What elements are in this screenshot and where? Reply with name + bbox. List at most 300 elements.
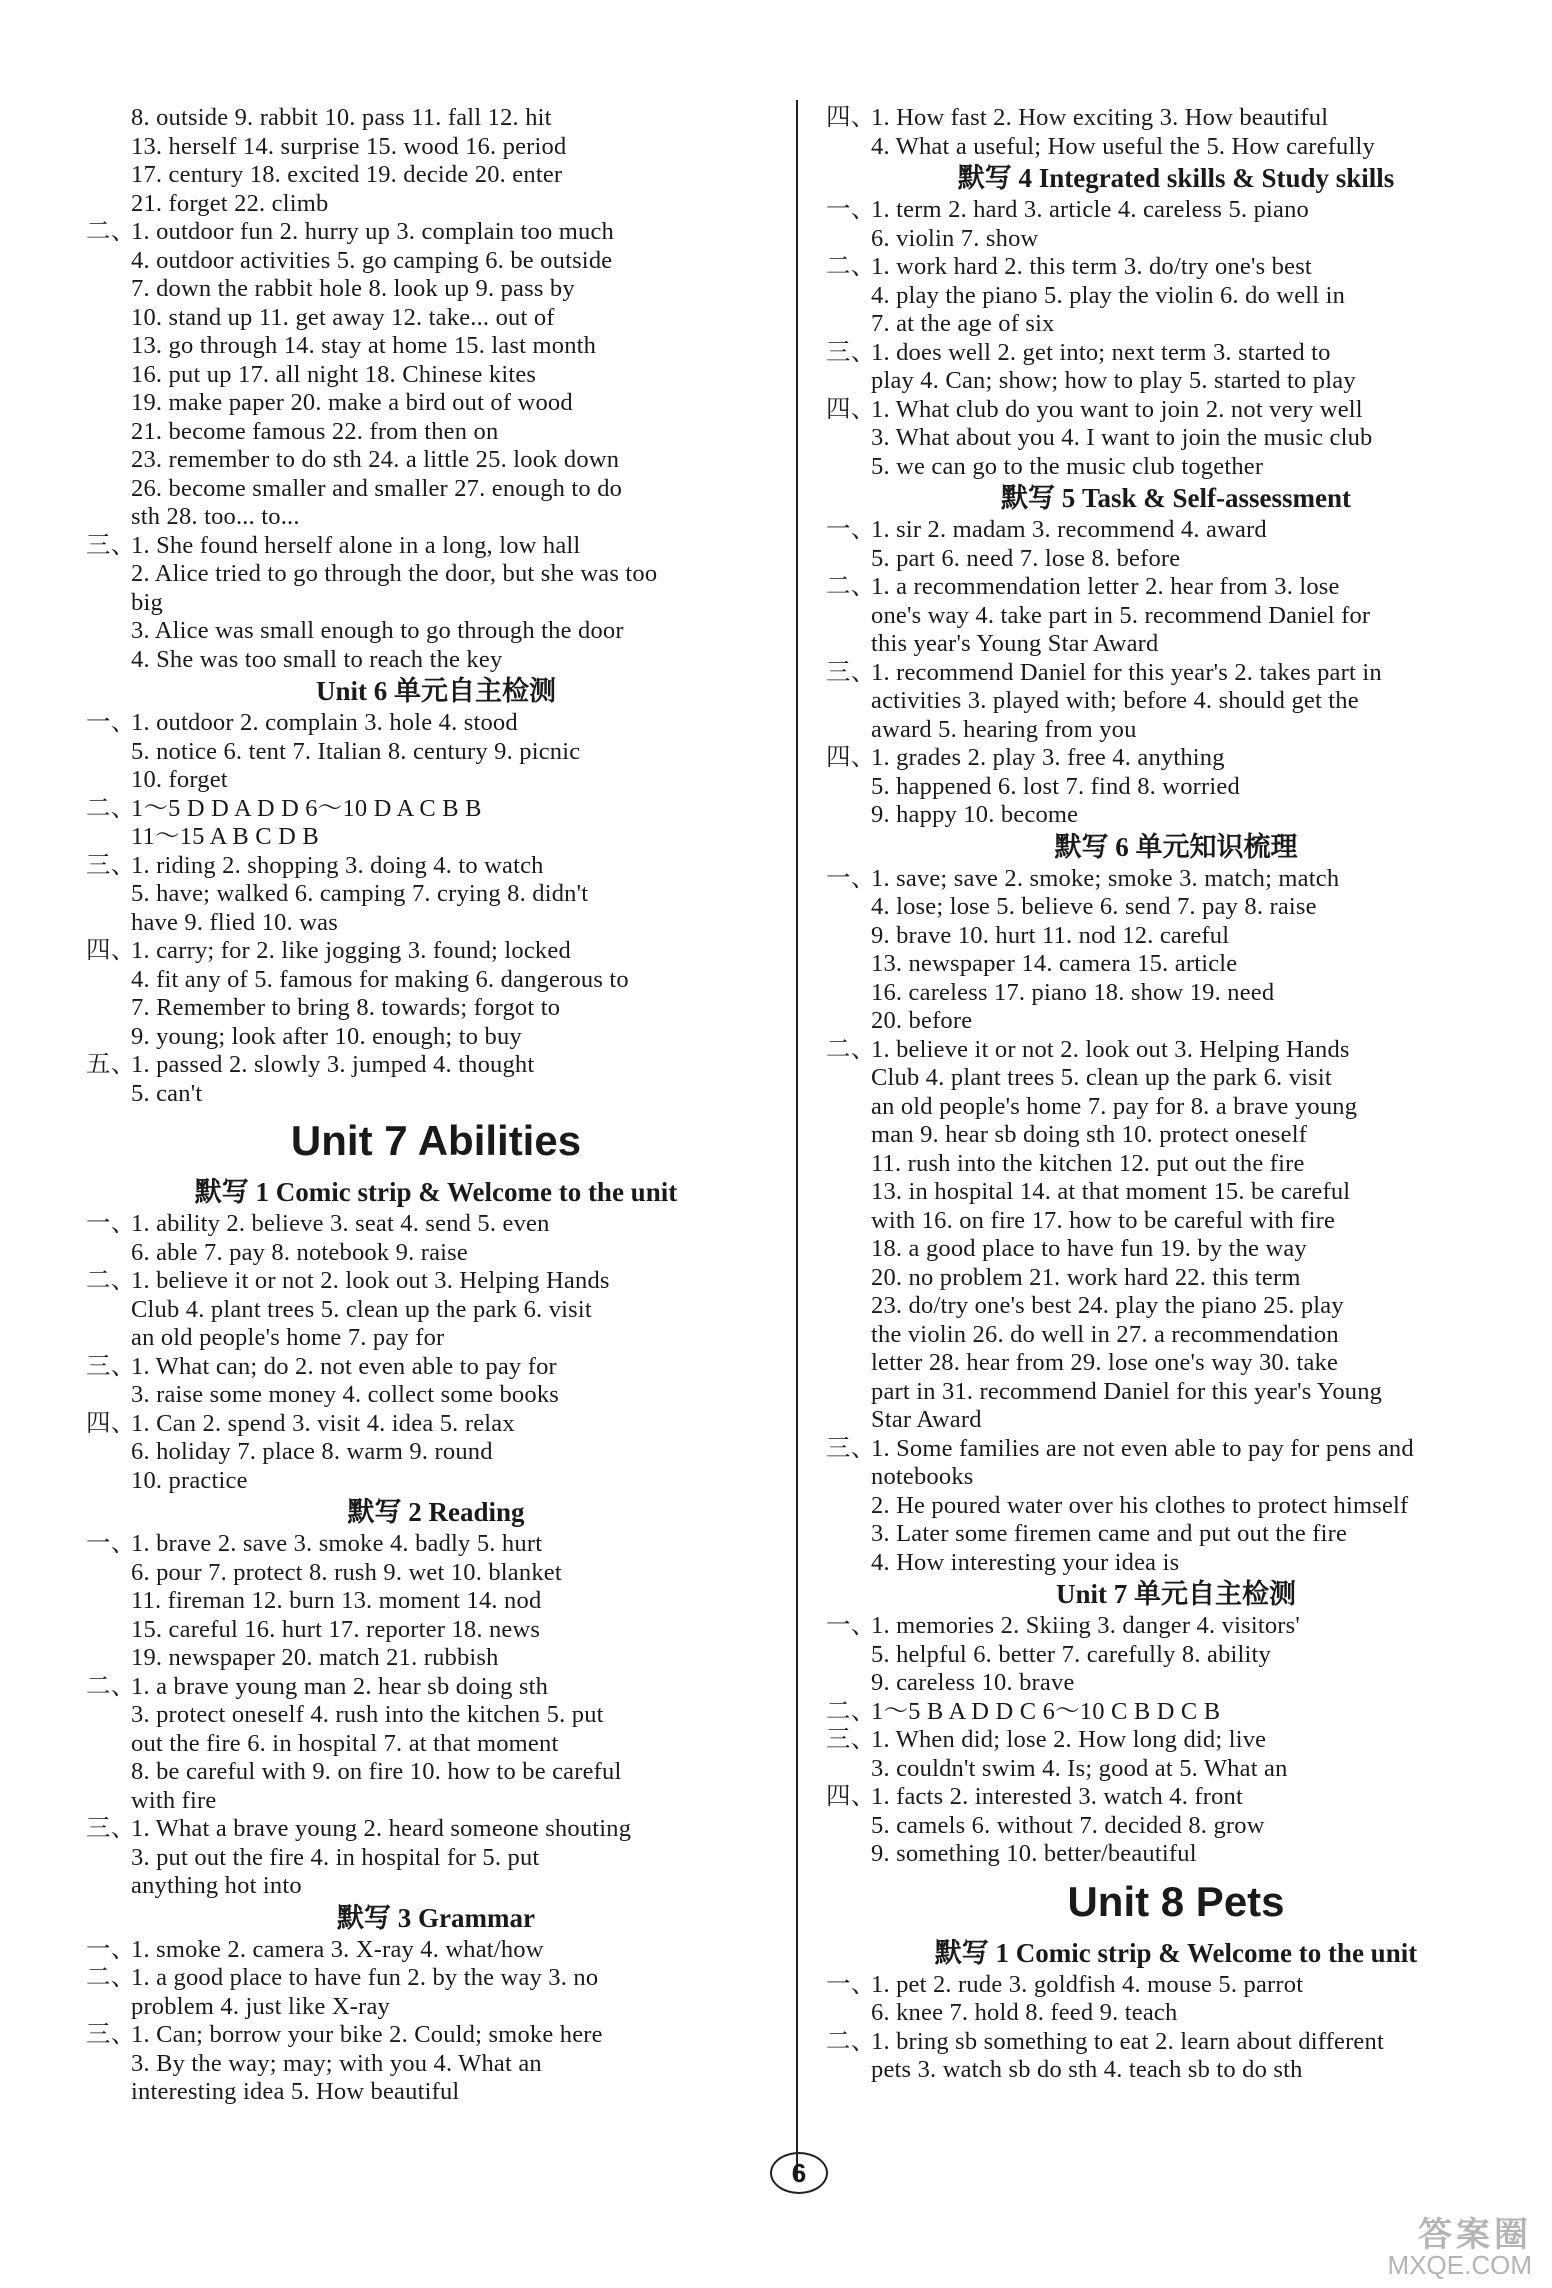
answer-line: [86, 1701, 786, 1730]
answer-line: [826, 1612, 1526, 1641]
section-marker: 二、: [826, 1035, 876, 1063]
answer-line: [86, 1673, 786, 1702]
answer-line: [826, 1783, 1526, 1812]
answer-line: [826, 1178, 1526, 1207]
answer-text: 1. Can 2. spend 3. visit 4. idea 5. relax: [131, 1409, 515, 1437]
section-marker: 二、: [826, 573, 876, 600]
section-marker: 三、: [86, 1815, 136, 1842]
right-column: [826, 104, 1526, 2085]
answer-text: 10. stand up 11. get away 12. take... out of: [131, 303, 555, 331]
answer-line: [826, 1378, 1526, 1407]
answer-line: [86, 503, 786, 532]
unit-title: Unit 8 Pets: [1067, 1877, 1285, 1925]
answer-text: 15. careful 16. hurt 17. reporter 18. news: [131, 1615, 541, 1643]
answer-text: 1. a good place to have fun 2. by the way 3. no: [131, 1964, 599, 1991]
answer-line: [86, 795, 786, 824]
answer-text: notebooks: [871, 1463, 974, 1490]
answer-line: [826, 1064, 1526, 1093]
answer-text: Club 4. plant trees 5. clean up the park 6. visit: [131, 1295, 592, 1323]
section-marker: 一、: [86, 1530, 136, 1557]
answer-line: [826, 104, 1526, 133]
answer-text: 1. Can; borrow your bike 2. Could; smoke here: [131, 2021, 603, 2048]
answer-line: [826, 282, 1526, 311]
answer-line: [86, 560, 786, 589]
answer-line: [826, 1840, 1526, 1869]
answer-text: 4. She was too small to reach the key: [131, 645, 503, 673]
answer-line: [826, 1971, 1526, 2000]
answer-line: [86, 218, 786, 247]
section-heading: Unit 6 单元自主检测: [315, 676, 556, 706]
answer-line: [826, 1292, 1526, 1321]
answer-line: [86, 161, 786, 190]
answer-line: [826, 979, 1526, 1008]
answer-line: [86, 2021, 786, 2050]
answer-text: 6. violin 7. show: [871, 224, 1039, 252]
answer-line: [86, 1644, 786, 1673]
section-heading: 默写 5 Task & Self-assessment: [1000, 483, 1352, 513]
answer-text: 5. camels 6. without 7. decided 8. grow: [871, 1811, 1265, 1839]
answer-text: 16. put up 17. all night 18. Chinese kites: [131, 360, 537, 388]
answer-line: [826, 133, 1526, 162]
section-marker: 三、: [86, 2021, 136, 2048]
answer-line: [86, 1730, 786, 1759]
answer-text: 9. happy 10. become: [871, 801, 1079, 828]
answer-line: [826, 339, 1526, 368]
answer-line: [826, 367, 1526, 396]
answer-line: [826, 1435, 1526, 1464]
answer-text: 4. outdoor activities 5. go camping 6. be outside: [131, 246, 613, 274]
answer-text: 7. down the rabbit hole 8. look up 9. pass by: [131, 275, 575, 302]
answer-line: [826, 310, 1526, 339]
answer-line: [86, 937, 786, 966]
answer-line: [86, 1239, 786, 1268]
answer-line: [86, 966, 786, 995]
answer-line: [86, 766, 786, 795]
answer-line: [826, 1321, 1526, 1350]
answer-line: [86, 361, 786, 390]
answer-text: 1. brave 2. save 3. smoke 4. badly 5. hurt: [131, 1530, 543, 1557]
section-marker: 三、: [826, 338, 876, 366]
answer-line: [86, 304, 786, 333]
answer-line: [826, 1463, 1526, 1492]
answer-line: [86, 880, 786, 909]
answer-line: [826, 922, 1526, 951]
left-column: [86, 104, 786, 2107]
section-marker: 二、: [86, 1267, 136, 1294]
answer-line: [826, 2056, 1526, 2085]
answer-line: [86, 1587, 786, 1616]
answer-text: man 9. hear sb doing sth 10. protect oneself: [871, 1121, 1308, 1148]
section-marker: 一、: [826, 196, 876, 223]
answer-text: 8. be careful with 9. on fire 10. how to be careful: [131, 1758, 622, 1785]
answer-line: [826, 1520, 1526, 1549]
section-marker: 二、: [826, 253, 876, 280]
answer-text: 7. at the age of six: [871, 310, 1055, 337]
watermark-url: MXQE.COM: [1387, 2250, 1532, 2280]
answer-text: 1. grades 2. play 3. free 4. anything: [871, 744, 1225, 771]
answer-line: [86, 332, 786, 361]
answer-text: 4. lose; lose 5. believe 6. send 7. pay 8. raise: [871, 893, 1317, 920]
answer-text: 1. riding 2. shopping 3. doing 4. to watch: [131, 851, 544, 879]
answer-text: 11. rush into the kitchen 12. put out the fire: [871, 1149, 1305, 1177]
section-heading: 默写 4 Integrated skills & Study skills: [957, 163, 1395, 193]
answer-text: letter 28. hear from 29. lose one's way 30. take: [871, 1349, 1339, 1376]
answer-text: 1. a brave young man 2. hear sb doing sth: [131, 1672, 549, 1700]
answer-line: [86, 275, 786, 304]
answer-line: [86, 2050, 786, 2079]
answer-text: 3. What about you 4. I want to join the music club: [871, 424, 1373, 451]
answer-line: [86, 1381, 786, 1410]
answer-line: [826, 1726, 1526, 1755]
answer-line: [826, 573, 1526, 602]
section-marker: 一、: [826, 1970, 876, 1998]
answer-line: [86, 909, 786, 938]
section-marker: 二、: [826, 1697, 876, 1725]
answer-line: [826, 893, 1526, 922]
answer-line: [826, 1036, 1526, 1065]
answer-line: [86, 709, 786, 738]
answer-text: 5. helpful 6. better 7. carefully 8. ability: [871, 1640, 1271, 1668]
answer-line: [86, 2078, 786, 2107]
section-heading: 默写 3 Grammar: [337, 1902, 535, 1933]
answer-line: [826, 225, 1526, 254]
answer-line: [826, 1264, 1526, 1293]
answer-text: 1. How fast 2. How exciting 3. How beautiful: [871, 104, 1329, 131]
answer-text: 7. Remember to bring 8. towards; forgot to: [131, 994, 561, 1021]
answer-text: 13. in hospital 14. at that moment 15. be careful: [871, 1178, 1351, 1205]
answer-text: 9. something 10. better/beautiful: [871, 1840, 1197, 1867]
answer-text: 1. outdoor 2. complain 3. hole 4. stood: [131, 709, 518, 736]
answer-text: 13. newspaper 14. camera 15. article: [871, 950, 1238, 977]
answer-line: [826, 1549, 1526, 1578]
answer-text: 10. practice: [131, 1466, 248, 1494]
answer-line: [826, 545, 1526, 574]
answer-text: 1. does well 2. get into; next term 3. started to: [871, 338, 1331, 366]
answer-line: [86, 389, 786, 418]
watermark-logo: 答案圈: [1418, 2216, 1532, 2254]
answer-line: [826, 1812, 1526, 1841]
answer-text: 1. Some families are not even able to pay for pens and: [871, 1434, 1414, 1462]
answer-text: problem 4. just like X-ray: [131, 1992, 390, 2020]
answer-text: with 16. on fire 17. how to be careful with fire: [871, 1206, 1336, 1234]
answer-line: [86, 738, 786, 767]
answer-line: [826, 1007, 1526, 1036]
answer-line: [86, 1530, 786, 1559]
answer-text: 1. What can; do 2. not even able to pay for: [131, 1352, 557, 1380]
answer-text: 11. fireman 12. burn 13. moment 14. nod: [131, 1587, 542, 1614]
answer-text: 4. play the piano 5. play the violin 6. do well in: [871, 281, 1346, 309]
answer-line: [86, 247, 786, 276]
answer-line: [86, 617, 786, 646]
answer-line: [826, 1093, 1526, 1122]
answer-line: [86, 1353, 786, 1382]
answer-line: [86, 1296, 786, 1325]
answer-text: 3. Later some firemen came and put out the fire: [871, 1520, 1348, 1547]
answer-line: [86, 823, 786, 852]
answer-text: 5. notice 6. tent 7. Italian 8. century 9. picnic: [131, 737, 581, 765]
section-marker: 一、: [86, 709, 136, 736]
answer-line: [86, 994, 786, 1023]
answer-text: 1. pet 2. rude 3. goldfish 4. mouse 5. parrot: [871, 1970, 1304, 1998]
answer-text: 21. become famous 22. from then on: [131, 417, 499, 445]
answer-line: [86, 1936, 786, 1965]
answer-text: 1. memories 2. Skiing 3. danger 4. visitors': [871, 1612, 1300, 1639]
section-marker: 二、: [86, 794, 136, 822]
section-marker: 一、: [826, 864, 876, 892]
answer-line: [826, 1755, 1526, 1784]
answer-text: 1. recommend Daniel for this year's 2. takes part in: [871, 658, 1382, 686]
answer-text: 8. outside 9. rabbit 10. pass 11. fall 12. hit: [131, 104, 552, 131]
answer-line: [86, 1964, 786, 1993]
answer-text: Club 4. plant trees 5. clean up the park 6. visit: [871, 1064, 1332, 1091]
answer-text: 1. What club do you want to join 2. not very well: [871, 395, 1363, 423]
answer-line: [86, 1844, 786, 1873]
answer-line: [86, 133, 786, 162]
answer-text: 1. work hard 2. this term 3. do/try one's best: [871, 253, 1312, 280]
answer-line: [826, 744, 1526, 773]
section-marker: 二、: [86, 218, 136, 245]
answer-text: 1. term 2. hard 3. article 4. careless 5. piano: [871, 196, 1309, 223]
watermark: [1387, 2216, 1532, 2280]
answer-line: [826, 687, 1526, 716]
answer-text: 5. can't: [131, 1079, 203, 1107]
section-heading: Unit 7 单元自主检测: [1055, 1579, 1296, 1609]
answer-line: [86, 475, 786, 504]
answer-text: 4. fit any of 5. famous for making 6. dangerous to: [131, 965, 629, 993]
answer-line: [86, 104, 786, 133]
answer-line: [86, 1467, 786, 1496]
answer-line: [826, 1235, 1526, 1264]
answer-text: 1. believe it or not 2. look out 3. Helping Hands: [871, 1035, 1350, 1063]
answer-text: interesting idea 5. How beautiful: [131, 2078, 460, 2105]
answer-text: 1. smoke 2. camera 3. X-ray 4. what/how: [131, 1935, 544, 1963]
answer-text: 1. a recommendation letter 2. hear from 3. lose: [871, 573, 1340, 600]
answer-text: 1. carry; for 2. like jogging 3. found; locked: [131, 937, 571, 964]
answer-text: 20. before: [871, 1007, 973, 1034]
answer-line: [86, 1410, 786, 1439]
answer-line: [86, 1051, 786, 1080]
answer-line: [826, 1999, 1526, 2028]
section-marker: 三、: [826, 658, 876, 686]
answer-text: 1. outdoor fun 2. hurry up 3. complain too much: [131, 218, 614, 245]
answer-line: [86, 1438, 786, 1467]
section-marker: 一、: [826, 516, 876, 543]
answer-text: 3. protect oneself 4. rush into the kitchen 5. put: [131, 1701, 604, 1728]
answer-text: 9. brave 10. hurt 11. nod 12. careful: [871, 921, 1230, 949]
section-heading: 默写 2 Reading: [347, 1497, 525, 1527]
answer-text: 23. do/try one's best 24. play the piano 25. play: [871, 1292, 1344, 1319]
answer-line: [86, 1787, 786, 1816]
answer-text: 18. a good place to have fun 19. by the way: [871, 1235, 1307, 1262]
section-marker: 三、: [826, 1434, 876, 1462]
answer-line: [86, 1080, 786, 1109]
answer-line: [826, 773, 1526, 802]
answer-text: 9. careless 10. brave: [871, 1669, 1075, 1696]
answer-line: [826, 253, 1526, 282]
answer-text: 1. ability 2. believe 3. seat 4. send 5. even: [131, 1210, 550, 1237]
answer-text: 17. century 18. excited 19. decide 20. enter: [131, 161, 563, 188]
answer-line: [826, 1698, 1526, 1727]
section-marker: 二、: [826, 2027, 876, 2055]
section-marker: 四、: [826, 104, 876, 131]
answer-text: 13. go through 14. stay at home 15. last month: [131, 332, 597, 359]
answer-text: 2. He poured water over his clothes to protect himself: [871, 1491, 1409, 1519]
answer-line: [86, 532, 786, 561]
answer-text: 5. part 6. need 7. lose 8. before: [871, 544, 1181, 572]
answer-line: [86, 1324, 786, 1353]
unit-title: Unit 7 Abilities: [290, 1117, 582, 1164]
answer-text: 19. newspaper 20. match 21. rubbish: [131, 1644, 499, 1671]
answer-line: [826, 865, 1526, 894]
section-marker: 四、: [826, 744, 876, 771]
answer-text: 5. we can go to the music club together: [871, 452, 1264, 480]
answer-text: part in 31. recommend Daniel for this year's Young: [871, 1377, 1383, 1405]
answer-text: 21. forget 22. climb: [131, 189, 329, 217]
section-heading: 默写 1 Comic strip & Welcome to the unit: [934, 1937, 1418, 1968]
answer-text: play 4. Can; show; how to play 5. started to play: [871, 367, 1356, 394]
answer-line: [826, 950, 1526, 979]
section-marker: 四、: [86, 1409, 136, 1437]
answer-text: 11～15 A B C D B: [131, 823, 319, 850]
section-marker: 四、: [826, 395, 876, 423]
answer-text: 1. facts 2. interested 3. watch 4. front: [871, 1783, 1243, 1810]
answer-text: 16. careless 17. piano 18. show 19. need: [871, 978, 1275, 1006]
answer-text: 1. believe it or not 2. look out 3. Helping Hands: [131, 1267, 610, 1294]
answer-text: anything hot into: [131, 1872, 302, 1899]
answer-line: [826, 1349, 1526, 1378]
page-number: 6: [770, 2152, 828, 2194]
section-marker: 二、: [86, 1672, 136, 1700]
answer-text: 4. What a useful; How useful the 5. How carefully: [871, 132, 1375, 160]
answer-line: [826, 516, 1526, 545]
answer-text: 1. save; save 2. smoke; smoke 3. match; match: [871, 864, 1340, 892]
answer-line: [826, 396, 1526, 425]
section-marker: 一、: [826, 1612, 876, 1639]
answer-line: [86, 1023, 786, 1052]
answer-text: 6. holiday 7. place 8. warm 9. round: [131, 1438, 493, 1465]
answer-line: [826, 196, 1526, 225]
section-heading: 默写 6 单元知识梳理: [1054, 831, 1298, 862]
answer-line: [86, 1559, 786, 1588]
section-marker: 三、: [826, 1726, 876, 1753]
answer-text: have 9. flied 10. was: [131, 908, 338, 936]
answer-text: Star Award: [871, 1406, 982, 1433]
answer-text: this year's Young Star Award: [871, 630, 1159, 657]
answer-text: sth 28. too... to...: [131, 503, 300, 530]
answer-text: 1～5 D D A D D 6～10 D A C B B: [131, 794, 482, 822]
answer-text: 1. bring sb something to eat 2. learn about different: [871, 2027, 1384, 2055]
answer-line: [826, 424, 1526, 453]
answer-line: [86, 1872, 786, 1901]
answer-line: [826, 1641, 1526, 1670]
answer-text: an old people's home 7. pay for 8. a brave young: [871, 1092, 1358, 1120]
answer-text: 5. happened 6. lost 7. find 8. worried: [871, 772, 1240, 800]
answer-line: [86, 1267, 786, 1296]
answer-text: 2. Alice tried to go through the door, but she was too: [131, 560, 658, 587]
answer-line: [826, 602, 1526, 631]
answer-line: [826, 1406, 1526, 1435]
answer-text: 1～5 B A D D C 6～10 C B D C B: [871, 1697, 1221, 1725]
answer-line: [826, 1150, 1526, 1179]
section-marker: 三、: [86, 851, 136, 879]
answer-text: 13. herself 14. surprise 15. wood 16. period: [131, 132, 567, 160]
answer-text: 19. make paper 20. make a bird out of wood: [131, 389, 573, 416]
answer-text: 1. passed 2. slowly 3. jumped 4. thought: [131, 1051, 535, 1078]
section-marker: 一、: [86, 1210, 136, 1237]
answer-text: 3. By the way; may; with you 4. What an: [131, 2049, 542, 2077]
answer-line: [826, 2028, 1526, 2057]
answer-text: an old people's home 7. pay for: [131, 1324, 445, 1351]
answer-text: activities 3. played with; before 4. should get the: [871, 687, 1359, 714]
section-marker: 五、: [86, 1051, 136, 1078]
answer-text: 1. She found herself alone in a long, low hall: [131, 531, 581, 559]
answer-text: 1. When did; lose 2. How long did; live: [871, 1726, 1267, 1753]
answer-line: [826, 1121, 1526, 1150]
section-marker: 四、: [86, 937, 136, 964]
section-marker: 三、: [86, 531, 136, 559]
answer-line: [826, 1669, 1526, 1698]
answer-line: [86, 446, 786, 475]
answer-text: 10. forget: [131, 766, 228, 793]
answer-text: 6. able 7. pay 8. notebook 9. raise: [131, 1238, 468, 1266]
answer-text: 3. Alice was small enough to go through the door: [131, 617, 624, 644]
answer-text: 1. What a brave young 2. heard someone shouting: [131, 1815, 632, 1842]
section-heading: 默写 1 Comic strip & Welcome to the unit: [194, 1177, 678, 1207]
answer-line: [826, 453, 1526, 482]
answer-line: [826, 1207, 1526, 1236]
answer-line: [826, 630, 1526, 659]
answer-text: 6. pour 7. protect 8. rush 9. wet 10. blanket: [131, 1558, 562, 1586]
answer-line: [86, 1993, 786, 2022]
answer-text: one's way 4. take part in 5. recommend Daniel for: [871, 601, 1371, 629]
section-marker: 一、: [86, 1935, 136, 1963]
answer-line: [86, 1210, 786, 1239]
section-marker: 二、: [86, 1964, 136, 1991]
answer-text: 4. How interesting your idea is: [871, 1548, 1180, 1576]
answer-line: [826, 716, 1526, 745]
answer-line: [86, 852, 786, 881]
answer-line: [86, 646, 786, 675]
answer-text: 6. knee 7. hold 8. feed 9. teach: [871, 1999, 1178, 2026]
answer-line: [86, 1616, 786, 1645]
answer-text: big: [131, 588, 163, 616]
answer-text: 3. raise some money 4. collect some books: [131, 1381, 560, 1408]
answer-line: [86, 1815, 786, 1844]
answer-text: 1. sir 2. madam 3. recommend 4. award: [871, 516, 1267, 543]
column-divider: [796, 100, 798, 2180]
answer-text: 3. couldn't swim 4. Is; good at 5. What an: [871, 1754, 1288, 1782]
section-marker: 三、: [86, 1352, 136, 1380]
answer-line: [86, 418, 786, 447]
answer-line: [86, 589, 786, 618]
answer-text: 9. young; look after 10. enough; to buy: [131, 1022, 522, 1050]
answer-text: 23. remember to do sth 24. a little 25. look down: [131, 446, 620, 473]
answer-text: 20. no problem 21. work hard 22. this term: [871, 1263, 1301, 1291]
answer-line: [826, 1492, 1526, 1521]
answer-text: pets 3. watch sb do sth 4. teach sb to do sth: [871, 2056, 1303, 2083]
answer-line: [826, 801, 1526, 830]
answer-text: award 5. hearing from you: [871, 715, 1137, 743]
answer-text: 5. have; walked 6. camping 7. crying 8. didn't: [131, 880, 589, 907]
answer-line: [86, 1758, 786, 1787]
answer-text: with fire: [131, 1786, 217, 1814]
answer-text: 3. put out the fire 4. in hospital for 5. put: [131, 1843, 540, 1871]
answer-line: [826, 659, 1526, 688]
answer-line: [86, 190, 786, 219]
answer-text: 26. become smaller and smaller 27. enough to do: [131, 474, 623, 502]
section-marker: 四、: [826, 1783, 876, 1810]
answer-text: the violin 26. do well in 27. a recommendation: [871, 1320, 1339, 1348]
